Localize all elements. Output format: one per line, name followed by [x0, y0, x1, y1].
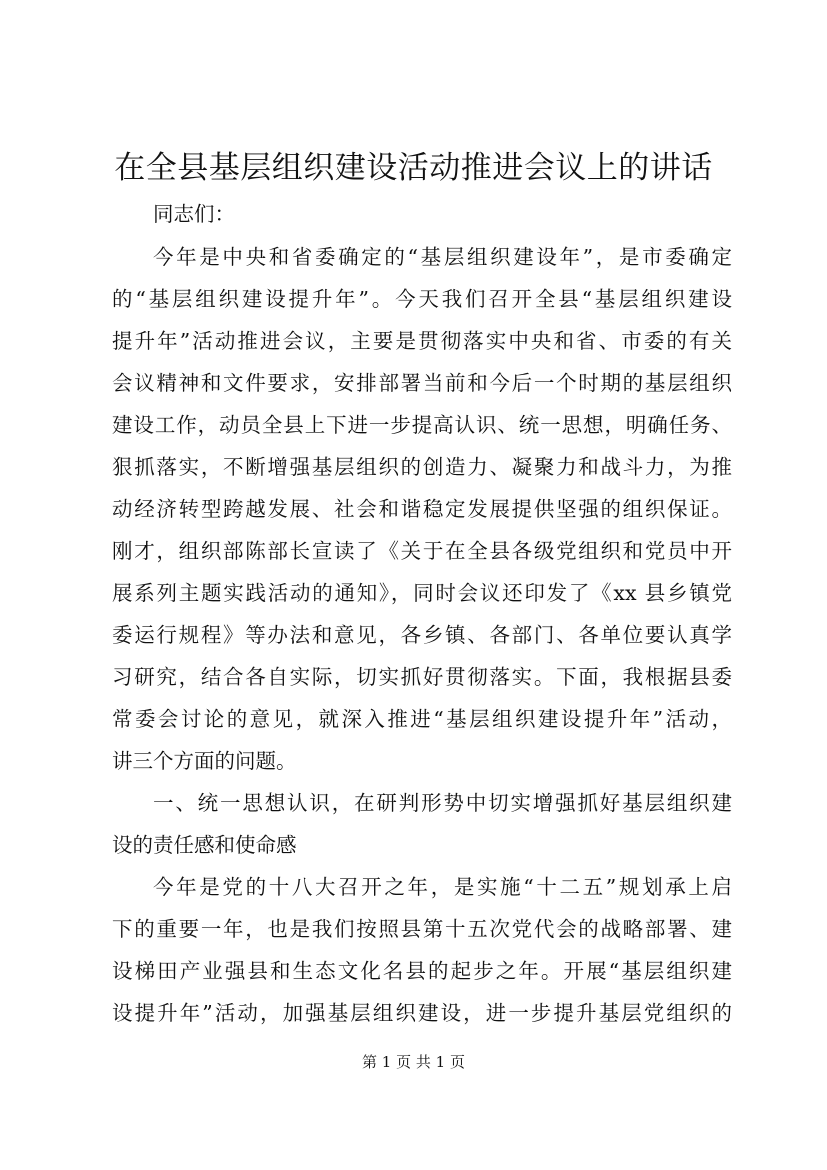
- paragraph-line: 讲三个方面的问题。: [112, 749, 297, 773]
- salutation-line: 同志们：: [153, 202, 235, 226]
- paragraph-line: 狠抓落实，不断增强基层组织的创造力、凝聚力和战斗力，为推: [112, 455, 732, 479]
- paragraph-line: 会议精神和文件要求，安排部署当前和今后一个时期的基层组织: [112, 371, 732, 395]
- section-heading-line: 设的责任感和使命感: [112, 833, 297, 857]
- paragraph-line: 展系列主题实践活动的通知》，同时会议还印发了《xx 县乡镇党: [112, 581, 732, 605]
- paragraph-line: 设梯田产业强县和生态文化名县的起步之年。开展“基层组织建: [112, 959, 732, 983]
- paragraph-line: 刚才，组织部陈部长宣读了《关于在全县各级党组织和党员中开: [112, 539, 732, 563]
- paragraph-line: 今年是中央和省委确定的“基层组织建设年”，是市委确定: [153, 245, 732, 269]
- page-footer: 第 1 页 共 1 页: [362, 1053, 465, 1071]
- paragraph-line: 动经济转型跨越发展、社会和谐稳定发展提供坚强的组织保证。: [112, 497, 732, 521]
- paragraph-line: 设提升年”活动，加强基层组织建设，进一步提升基层党组织的: [112, 1001, 732, 1025]
- paragraph-line: 委运行规程》等办法和意见，各乡镇、各部门、各单位要认真学: [112, 623, 732, 647]
- paragraph-line: 下的重要一年，也是我们按照县第十五次党代会的战略部署、建: [112, 917, 732, 941]
- document-title: 在全县基层组织建设活动推进会议上的讲话: [114, 150, 713, 186]
- paragraph-line: 提升年”活动推进会议，主要是贯彻落实中央和省、市委的有关: [112, 329, 732, 353]
- paragraph-line: 建设工作，动员全县上下进一步提高认识、统一思想，明确任务、: [112, 413, 732, 437]
- paragraph-line: 习研究，结合各自实际，切实抓好贯彻落实。下面，我根据县委: [112, 665, 732, 689]
- paragraph-line: 的“基层组织建设提升年”。今天我们召开全县“基层组织建设: [112, 287, 732, 311]
- paragraph-line: 常委会讨论的意见，就深入推进“基层组织建设提升年”活动，: [112, 707, 732, 731]
- paragraph-line: 今年是党的十八大召开之年，是实施“十二五”规划承上启: [153, 875, 732, 899]
- section-heading-line: 一、统一思想认识，在研判形势中切实增强抓好基层组织建: [153, 791, 732, 815]
